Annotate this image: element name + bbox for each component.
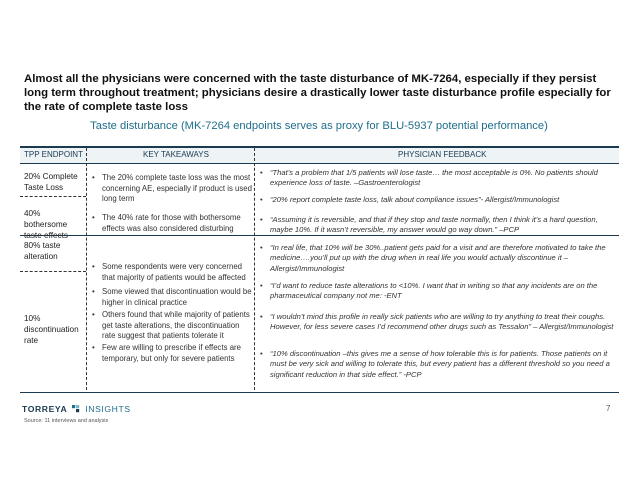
endpoint-complete-taste-loss: 20% Complete Taste Loss [24, 172, 78, 192]
tree-logo-icon [72, 405, 80, 413]
page-title: Almost all the physicians were concerned with the taste disturbance of MK-7264, especially if they persist long term throughout treatment; physicians desire a drastically lower taste disturbance profile especially for the rate of complete taste loss [24, 73, 611, 113]
header-tpp-endpoint: TPP ENDPOINT [24, 150, 83, 159]
page-number: 7 [606, 404, 611, 413]
feedback-quote: • “In real life, that 10% will be 30%..patient gets paid for a visit and are therefore motivated to take the medicine….you’ll put up with the drug when in real life you would actually discontinue it – Allergist/Immunologist [260, 243, 616, 274]
takeaway-item: • Few are willing to prescribe if effects are temporary, but only for severe patients [92, 343, 252, 364]
takeaway-item: • Others found that while majority of patients get taste alterations, the discontinuation rate suggest that patients tolerate it [92, 310, 252, 342]
row-divider [20, 271, 86, 272]
feedback-quote: • “I wouldn’t mind this profile in really sick patients who are willing to try anything to treat their coughs. However, for less severe cases I’d recommend other drugs such as Tessalon” – Allergist/Immunologist [260, 312, 616, 333]
takeaway-item: • Some respondents were very concerned that majority of patients would be affected [92, 262, 252, 283]
row-divider [20, 196, 86, 197]
column-divider-2 [254, 148, 255, 390]
table-bottom-rule [20, 392, 619, 393]
takeaway-item: • Some viewed that discontinuation would be higher in clinical practice [92, 287, 252, 308]
feedback-quote: • “Assuming it is reversible, and that if they stop and taste normally, then I think it’s a hard question, maybe 10%. If it wasn’t reversible, my answer would go way down.” –PCP [260, 215, 616, 236]
source-note: Source: 11 interviews and analysis [24, 418, 109, 424]
header-physician-feedback: PHYSICIAN FEEDBACK [398, 150, 487, 159]
endpoint-taste-alteration: 80% taste alteration [24, 241, 61, 261]
endpoint-bothersome-taste: 40% bothersome taste effects [24, 209, 68, 240]
header-key-takeaways: KEY TAKEAWAYS [143, 150, 209, 159]
logo-wordmark-bold: TORREYA [22, 404, 68, 414]
takeaway-item: • The 40% rate for those with bothersome effects was also considered disturbing [92, 213, 252, 234]
feedback-quote: • “That’s a problem that 1/5 patients will lose taste… the most acceptable is 0%. No patients should experience loss of taste. –Gastroenterologist [260, 168, 616, 189]
endpoint-discontinuation-rate: 10% discontinuation rate [24, 314, 79, 345]
feedback-quote: • “I’d want to reduce taste alterations to <10%. I want that in writing so that any incidents are on the pharmaceutical company not me: -ENT [260, 281, 616, 302]
table-header-bar [20, 146, 619, 164]
feedback-quote: • “20% report complete taste loss, talk about compliance issues”- Allergist/Immunologist [260, 195, 616, 205]
logo-wordmark-light: INSIGHTS [85, 404, 131, 414]
company-logo [22, 404, 131, 414]
column-divider-1 [86, 148, 87, 390]
feedback-quote: • “10% discontinuation –this gives me a sense of how tolerable this is for patients. Those patients on it must be very sick and willing to tolerate this, but every patient has a different threshold so you need a significant reduction in that side effect.” -PCP [260, 349, 616, 380]
takeaway-item: • The 20% complete taste loss was the most concerning AE, especially if product is used long term [92, 173, 252, 205]
page-subtitle: Taste disturbance (MK-7264 endpoints serves as proxy for BLU-5937 potential performance) [90, 120, 548, 132]
